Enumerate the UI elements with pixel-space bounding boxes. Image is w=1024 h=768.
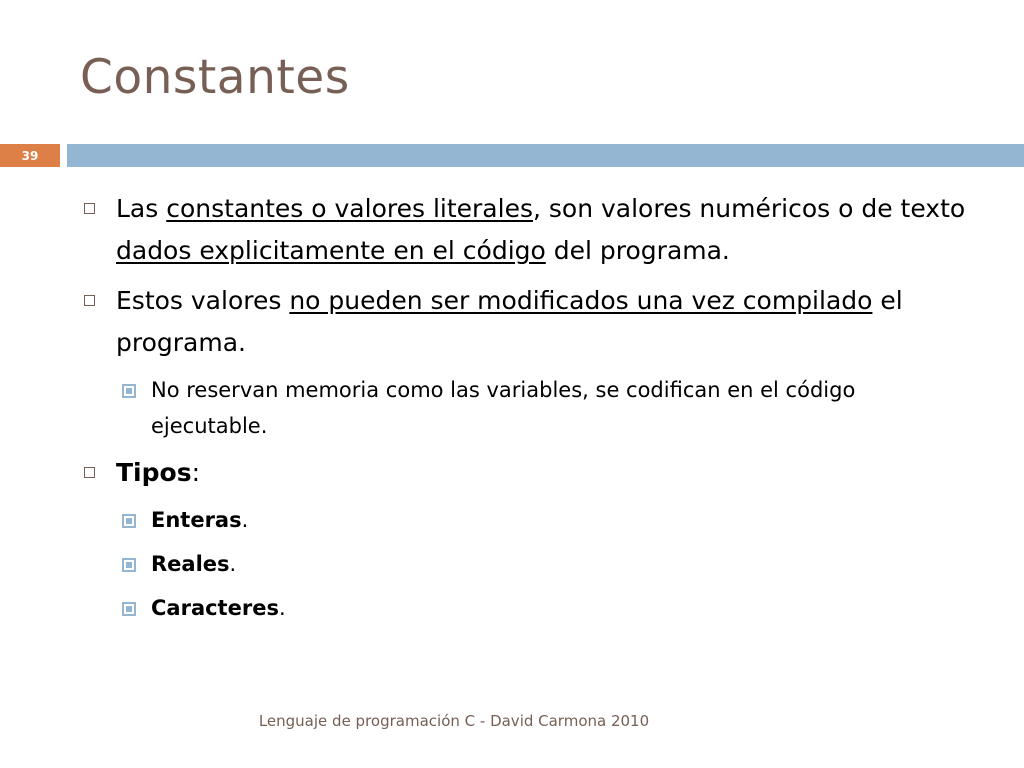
filled-square-bullet-icon xyxy=(122,558,136,572)
bullet-text: Estos valores xyxy=(116,286,290,315)
title-divider-bar xyxy=(67,144,1024,167)
square-bullet-icon xyxy=(84,467,95,478)
bullet-text: del programa. xyxy=(545,236,730,265)
slide-content xyxy=(80,188,970,634)
square-bullet-icon xyxy=(84,295,95,306)
bullet-text: Las xyxy=(116,194,167,223)
bullet-item xyxy=(80,452,970,494)
sub-bullet-item xyxy=(80,372,970,444)
filled-square-bullet-icon xyxy=(122,602,136,616)
slide-number: 39 xyxy=(0,144,60,167)
underlined-text: no pueden ser modificados una vez compilado xyxy=(289,286,873,315)
bullet-text: : xyxy=(191,458,201,487)
filled-square-bullet-icon xyxy=(122,514,136,528)
bold-text: Caracteres xyxy=(151,596,279,620)
sub-bullet-text: . xyxy=(241,508,249,532)
bold-text: Enteras xyxy=(151,508,242,532)
filled-square-bullet-icon xyxy=(122,384,136,398)
sub-bullet-text: No reservan memoria como las variables, se codifican en el código ejecutable. xyxy=(151,378,856,438)
sub-bullet-item xyxy=(80,502,970,538)
sub-bullet-item xyxy=(80,590,970,626)
sub-bullet-item xyxy=(80,546,970,582)
sub-bullet-text: . xyxy=(278,596,286,620)
sub-bullet-text: . xyxy=(229,552,237,576)
bullet-item xyxy=(80,188,970,272)
bold-text: Tipos xyxy=(116,458,192,487)
underlined-text: dados explicitamente en el código xyxy=(116,236,546,265)
square-bullet-icon xyxy=(84,203,95,214)
bold-text: Reales xyxy=(151,552,230,576)
underlined-text: constantes o valores literales xyxy=(166,194,533,223)
slide-footer: Lenguaje de programación C - David Carmona 2010 xyxy=(258,712,650,730)
bullet-text: el programa. xyxy=(116,286,903,357)
slide-title: Constantes xyxy=(80,50,350,105)
bullet-item xyxy=(80,280,970,364)
bullet-text: , son valores numéricos o de texto xyxy=(532,194,966,223)
